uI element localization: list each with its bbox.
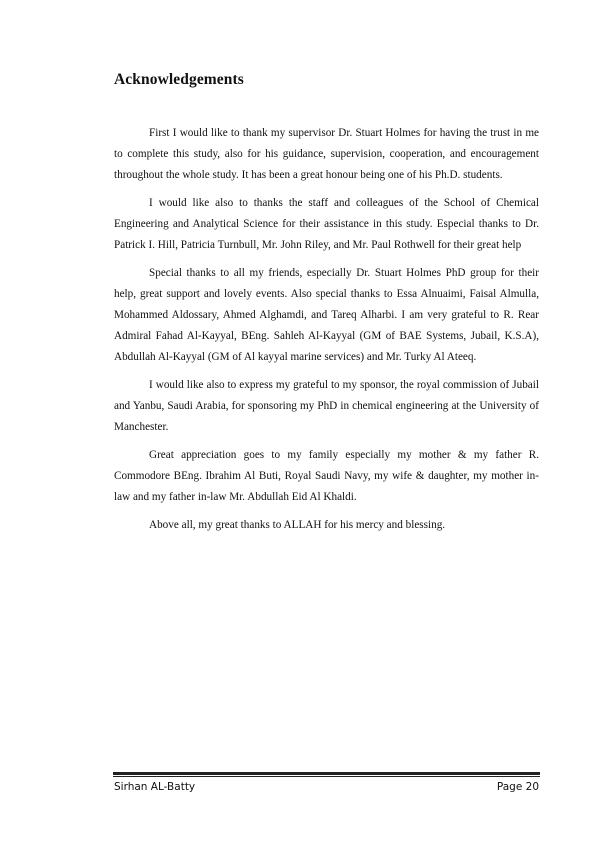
footer-page-number: Page 20 <box>496 781 539 793</box>
paragraph-supervisor: First I would like to thank my supervisor Dr. Stuart Holmes for having the trust in me to complete this study, also for his guidance, supervision, cooperation, and encouragement throughout the whole study. It has been a great honour being one of his Ph.D. students. <box>114 127 539 181</box>
paragraph-family: Great appreciation goes to my family especially my mother & my father R. Commodore BEng. Ibrahim Al Buti, Royal Saudi Navy, my wife & daughter, my mother in-law and my father in-law Mr. Abdullah Eid Al Khaldi. <box>114 449 539 503</box>
acknowledgements-body <box>114 123 539 543</box>
paragraph-friends: Special thanks to all my friends, especially Dr. Stuart Holmes PhD group for their help, great support and lovely events. Also special thanks to Essa Alnuaimi, Faisal Almulla, Mohammed Aldossary, Ahmed Alghamdi, and Tareq Alharbi. I am very grateful to R. Rear Admiral Fahad Al-Kayyal, BEng. Sahleh Al-Kayyal (GM of BAE Systems, Jubail, K.S.A), Abdullah Al-Kayyal (GM of Al kayyal marine services) and Mr. Turky Al Ateeq. <box>114 267 539 363</box>
page-title: Acknowledgements <box>114 71 244 88</box>
footer-author: Sirhan AL-Batty <box>114 781 196 793</box>
paragraph-closing: Above all, my great thanks to ALLAH for his mercy and blessing. <box>149 519 446 531</box>
paragraph-staff: I would like also to thanks the staff and colleagues of the School of Chemical Engineering and Analytical Science for their assistance in this study. Especial thanks to Dr. Patrick I. Hill, Patricia Turnbull, Mr. John Riley, and Mr. Paul Rothwell for their great help <box>114 197 539 251</box>
paragraph-sponsor: I would like also to express my grateful to my sponsor, the royal commission of Jubail and Yanbu, Saudi Arabia, for sponsoring my PhD in chemical engineering at the University of Manchester. <box>114 379 539 433</box>
footer-rule-thin <box>113 776 540 777</box>
footer-rule-thick <box>113 772 540 775</box>
